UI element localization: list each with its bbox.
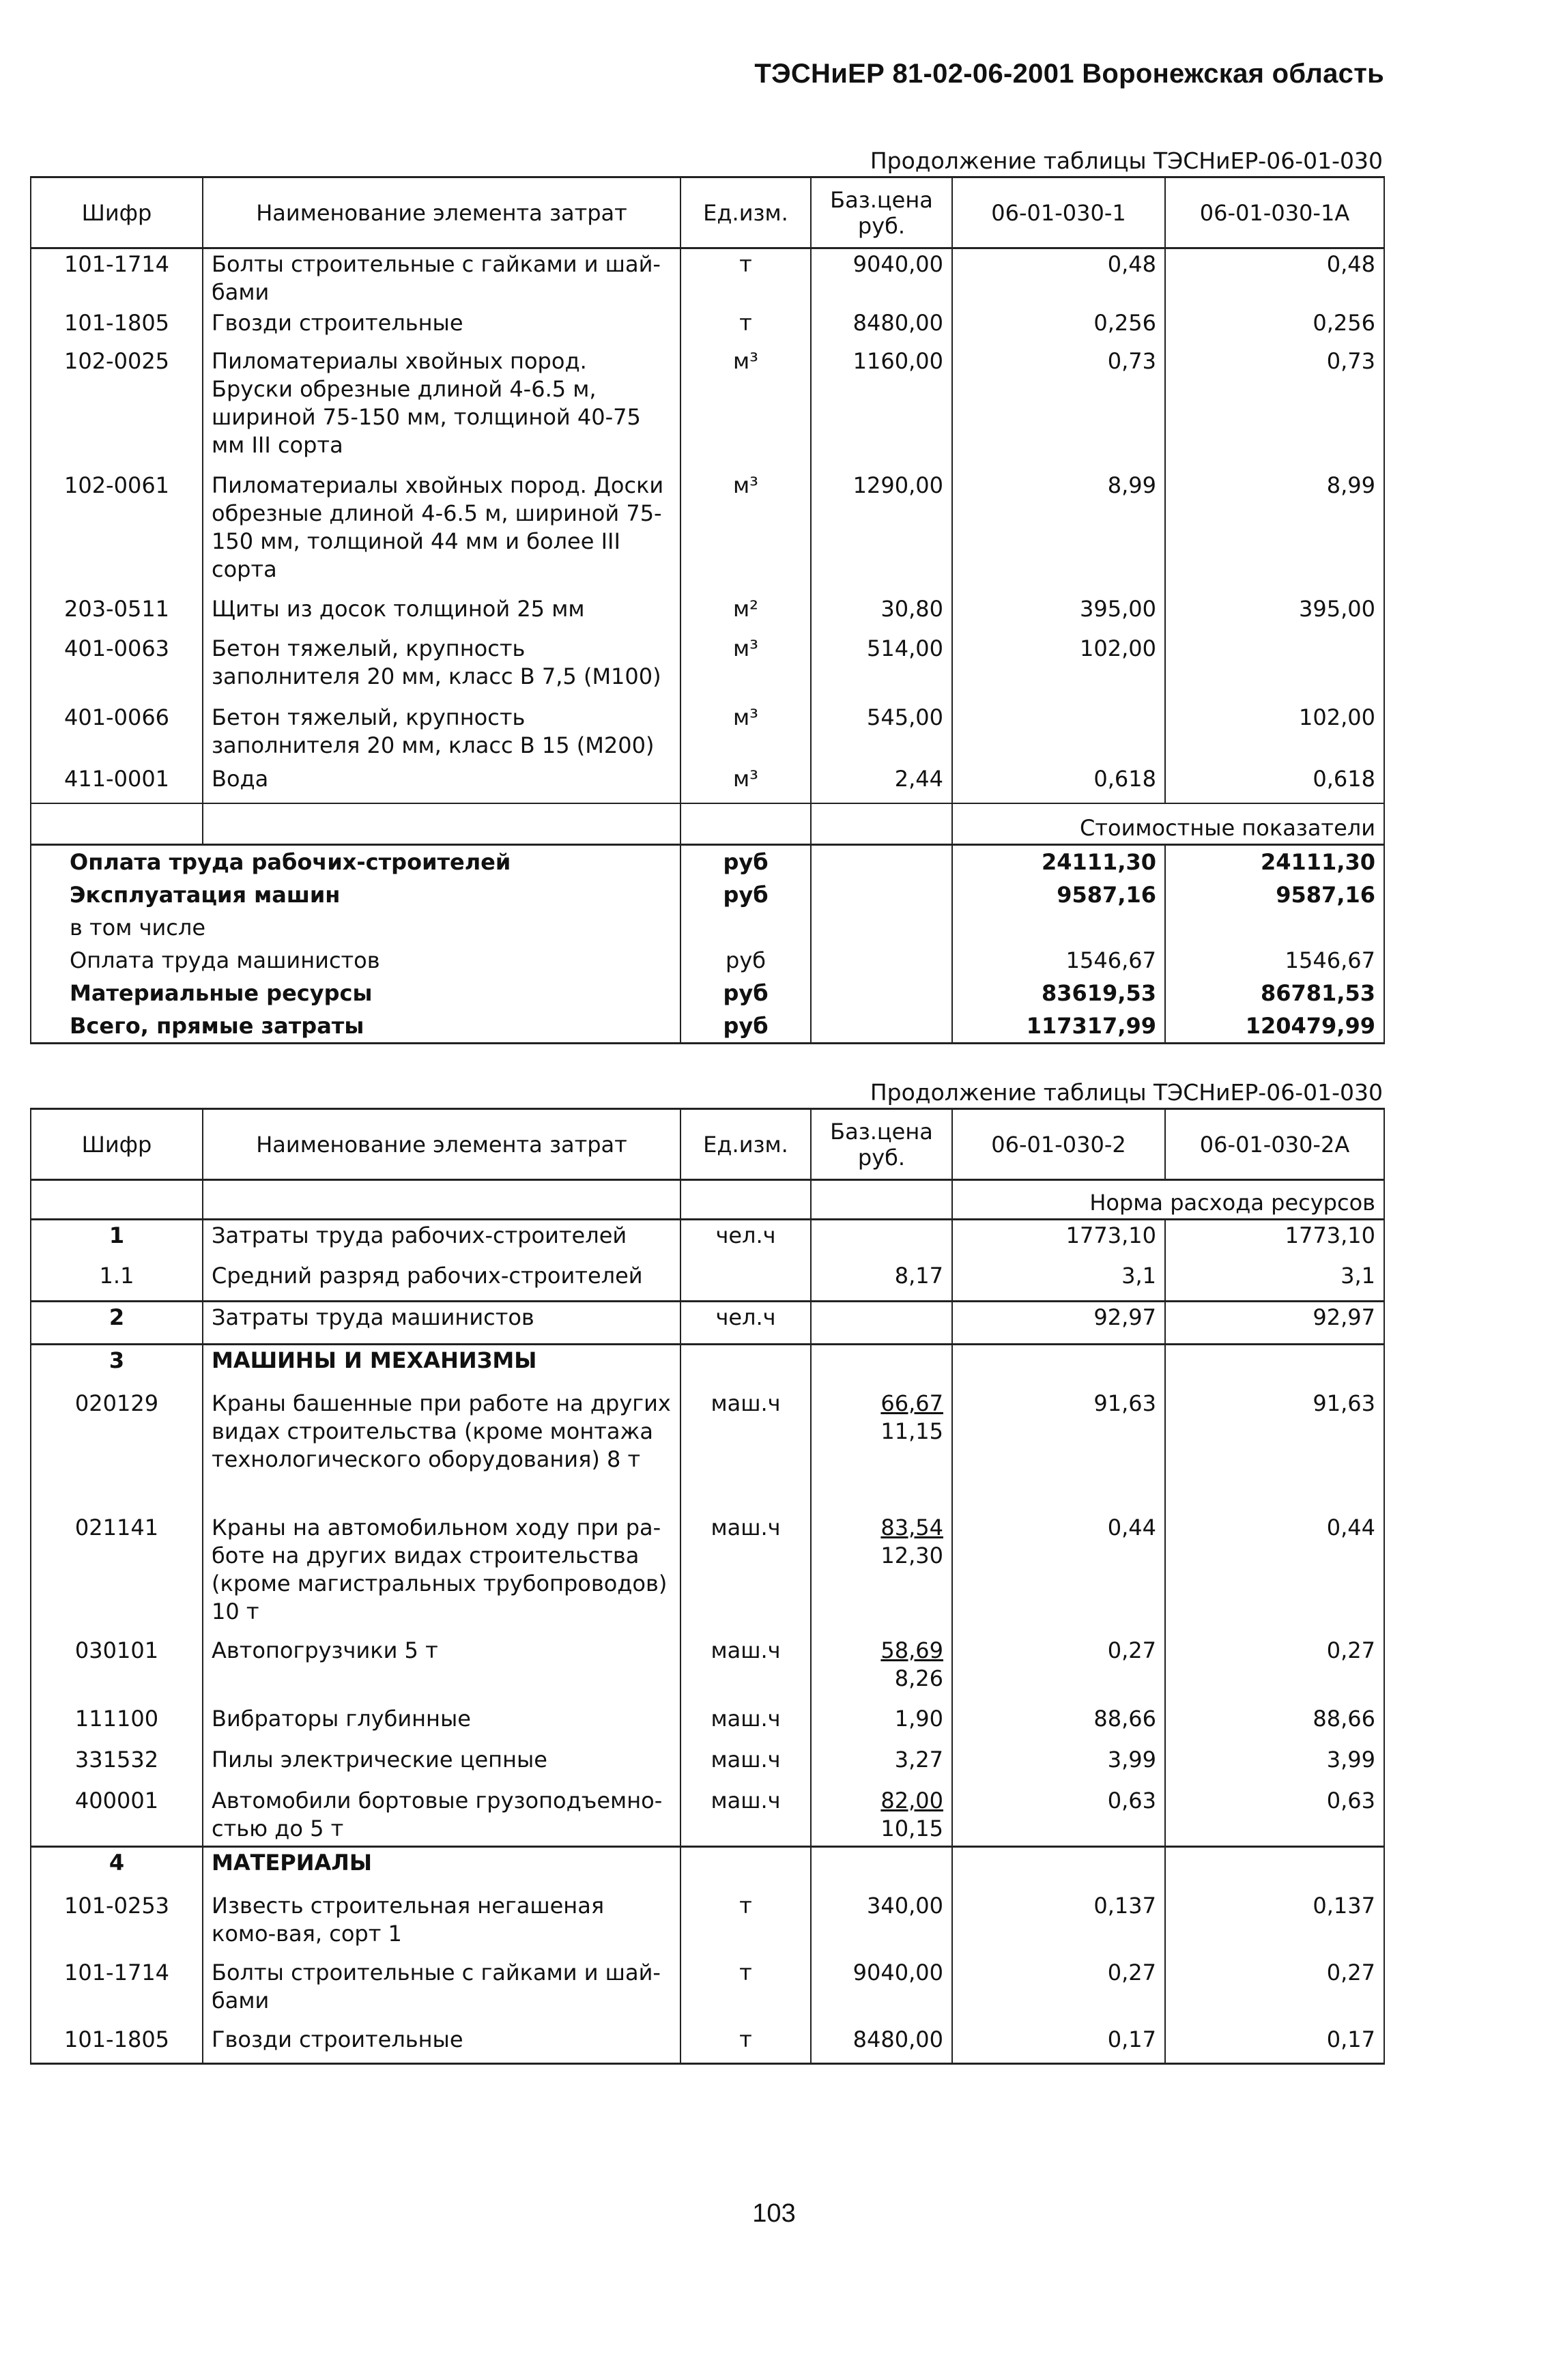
price-total: 58,69 <box>880 1637 943 1663</box>
table-row <box>31 1891 1384 1958</box>
row-unit: маш.ч <box>680 1786 811 1847</box>
row-name: Болты строительные с гайками и шай-бами <box>203 248 680 309</box>
row-value-b: 1773,10 <box>1165 1220 1384 1261</box>
row-code: 3 <box>31 1345 203 1388</box>
cost-name: Оплата труда машинистов <box>31 944 680 977</box>
row-value-b: 3,99 <box>1165 1745 1384 1786</box>
cost-value-b: 86781,53 <box>1165 977 1384 1009</box>
cost-name: в том числе <box>31 911 680 944</box>
col-code-header: Шифр <box>31 177 203 248</box>
cost-value-a: 24111,30 <box>952 844 1165 878</box>
row-value-b: 395,00 <box>1165 594 1384 633</box>
cost-price <box>811 944 952 977</box>
row-value-b: 0,27 <box>1165 1958 1384 2024</box>
row-name: Гвозди строительные <box>203 308 680 346</box>
row-unit: маш.ч <box>680 1512 811 1635</box>
row-code: 401-0063 <box>31 633 203 702</box>
row-name: Щиты из досок толщиной 25 мм <box>203 594 680 633</box>
row-name: Бетон тяжелый, крупность заполнителя 20 мм, класс В 7,5 (М100) <box>203 633 680 702</box>
table-row <box>31 764 1384 803</box>
cost-price <box>811 844 952 878</box>
row-name: Пиломатериалы хвойных пород. Доски обрезные длиной 4-6.5 м, шириной 75-150 мм, толщиной 44 мм и более III сорта <box>203 470 680 594</box>
row-unit: м³ <box>680 702 811 764</box>
row-name: Бетон тяжелый, крупность заполнителя 20 мм, класс В 15 (М200) <box>203 702 680 764</box>
cost-unit: руб <box>680 977 811 1009</box>
cost-row <box>31 1009 1384 1044</box>
cost-row <box>31 977 1384 1009</box>
cost-name: Всего, прямые затраты <box>31 1009 680 1044</box>
table-row <box>31 470 1384 594</box>
row-price: 30,80 <box>811 594 952 633</box>
table1-continuation: Продолжение таблицы ТЭСНиЕР-06-01-030 <box>870 147 1383 174</box>
row-price <box>811 1302 952 1345</box>
table-row <box>31 702 1384 764</box>
row-value-a: 91,63 <box>952 1388 1165 1512</box>
cost-name: Эксплуатация машин <box>31 878 680 911</box>
row-price: 1160,00 <box>811 346 952 470</box>
table-row <box>31 1512 1384 1635</box>
row-price: 9040,00 <box>811 1958 952 2024</box>
cost-value-a: 1546,67 <box>952 944 1165 977</box>
row-name: Затраты труда рабочих-строителей <box>203 1220 680 1261</box>
row-value-a: 8,99 <box>952 470 1165 594</box>
cost-value-a: 9587,16 <box>952 878 1165 911</box>
table-row <box>31 594 1384 633</box>
row-unit: маш.ч <box>680 1388 811 1512</box>
row-value-b: 8,99 <box>1165 470 1384 594</box>
cost-heading: Стоимостные показатели <box>952 803 1384 844</box>
row-code: 020129 <box>31 1388 203 1512</box>
table-row <box>31 1220 1384 1261</box>
row-name: Гвозди строительные <box>203 2024 680 2064</box>
cost-row <box>31 844 1384 878</box>
row-value-b: 0,256 <box>1165 308 1384 346</box>
row-value-a: 0,17 <box>952 2024 1165 2064</box>
row-price <box>811 1388 952 1512</box>
norm-heading-row <box>31 1180 1384 1220</box>
cost-price <box>811 977 952 1009</box>
row-price <box>811 1847 952 1891</box>
row-name: Автомобили бортовые грузоподъемно-стью до 5 т <box>203 1786 680 1847</box>
cost-unit: руб <box>680 1009 811 1044</box>
cost-name: Материальные ресурсы <box>31 977 680 1009</box>
row-value-b <box>1165 633 1384 702</box>
col-name-header: Наименование элемента затрат <box>203 177 680 248</box>
row-value-a: 0,44 <box>952 1512 1165 1635</box>
row-code: 2 <box>31 1302 203 1345</box>
row-price: 2,44 <box>811 764 952 803</box>
price-wages: 12,30 <box>880 1542 943 1568</box>
cost-unit: руб <box>680 844 811 878</box>
row-unit: т <box>680 1891 811 1958</box>
table-row <box>31 1388 1384 1512</box>
row-code: 1.1 <box>31 1261 203 1302</box>
row-name: Краны башенные при работе на других видах строительства (кроме монтажа технологического оборудования) 8 т <box>203 1388 680 1512</box>
col-unit-header: Ед.изм. <box>680 1109 811 1180</box>
table-row <box>31 1302 1384 1345</box>
col-a-header: 06-01-030-1 <box>952 177 1165 248</box>
table1-body <box>31 248 1384 804</box>
row-unit: чел.ч <box>680 1220 811 1261</box>
row-unit <box>680 1261 811 1302</box>
cost-row <box>31 944 1384 977</box>
table-row <box>31 1958 1384 2024</box>
cost-value-b: 24111,30 <box>1165 844 1384 878</box>
row-unit: т <box>680 308 811 346</box>
table-row <box>31 1635 1384 1704</box>
cost-value-b: 1546,67 <box>1165 944 1384 977</box>
cost-name: Оплата труда рабочих-строителей <box>31 844 680 878</box>
row-value-b: 0,73 <box>1165 346 1384 470</box>
row-value-b: 3,1 <box>1165 1261 1384 1302</box>
row-value-b: 0,48 <box>1165 248 1384 309</box>
row-value-b: 91,63 <box>1165 1388 1384 1512</box>
price-total: 83,54 <box>880 1514 943 1540</box>
price-total: 66,67 <box>880 1390 943 1416</box>
cost-price <box>811 1009 952 1044</box>
table-row <box>31 248 1384 309</box>
row-unit <box>680 1847 811 1891</box>
row-value-a: 395,00 <box>952 594 1165 633</box>
page-number: 103 <box>752 2199 796 2228</box>
table-row <box>31 346 1384 470</box>
row-name: Средний разряд рабочих-строителей <box>203 1261 680 1302</box>
row-value-a: 88,66 <box>952 1704 1165 1745</box>
row-code: 101-1714 <box>31 248 203 309</box>
row-value-b: 0,137 <box>1165 1891 1384 1958</box>
row-value-b: 102,00 <box>1165 702 1384 764</box>
row-code: 1 <box>31 1220 203 1261</box>
table1 <box>30 176 1385 1044</box>
row-value-b: 0,17 <box>1165 2024 1384 2064</box>
table-row <box>31 1745 1384 1786</box>
cost-value-a <box>952 911 1165 944</box>
row-name: МАШИНЫ И МЕХАНИЗМЫ <box>203 1345 680 1388</box>
cost-value-b: 9587,16 <box>1165 878 1384 911</box>
row-unit: м³ <box>680 470 811 594</box>
row-unit: м² <box>680 594 811 633</box>
row-value-a: 0,73 <box>952 346 1165 470</box>
row-name: Болты строительные с гайками и шай-бами <box>203 1958 680 2024</box>
row-code: 102-0061 <box>31 470 203 594</box>
cost-unit: руб <box>680 878 811 911</box>
table2-header-row <box>31 1109 1384 1180</box>
table-row <box>31 1786 1384 1847</box>
row-code: 101-1805 <box>31 2024 203 2064</box>
row-price: 9040,00 <box>811 248 952 309</box>
row-price <box>811 1635 952 1704</box>
norm-heading: Норма расхода ресурсов <box>952 1180 1384 1220</box>
page-header: ТЭСНиЕР 81-02-06-2001 Воронежская область <box>754 59 1384 89</box>
row-value-b <box>1165 1345 1384 1388</box>
cost-value-a: 83619,53 <box>952 977 1165 1009</box>
table1-header-row <box>31 177 1384 248</box>
row-code: 400001 <box>31 1786 203 1847</box>
row-code: 411-0001 <box>31 764 203 803</box>
row-value-b: 0,44 <box>1165 1512 1384 1635</box>
cost-unit: руб <box>680 944 811 977</box>
row-value-b: 0,63 <box>1165 1786 1384 1847</box>
row-name: Автопогрузчики 5 т <box>203 1635 680 1704</box>
col-name-header: Наименование элемента затрат <box>203 1109 680 1180</box>
col-unit-header: Ед.изм. <box>680 177 811 248</box>
table-row <box>31 1261 1384 1302</box>
row-name: Краны на автомобильном ходу при ра-боте на других видах строительства (кроме магистральных трубопроводов) 10 т <box>203 1512 680 1635</box>
price-wages: 10,15 <box>880 1815 943 1841</box>
table-row <box>31 1704 1384 1745</box>
table2 <box>30 1108 1385 2065</box>
row-price: 340,00 <box>811 1891 952 1958</box>
row-value-b: 0,618 <box>1165 764 1384 803</box>
row-price: 514,00 <box>811 633 952 702</box>
row-name: Пилы электрические цепные <box>203 1745 680 1786</box>
cost-value-b: 120479,99 <box>1165 1009 1384 1044</box>
row-code: 401-0066 <box>31 702 203 764</box>
row-unit: т <box>680 2024 811 2064</box>
row-price: 545,00 <box>811 702 952 764</box>
col-code-header: Шифр <box>31 1109 203 1180</box>
row-value-a: 0,618 <box>952 764 1165 803</box>
row-value-a <box>952 702 1165 764</box>
row-value-a: 0,137 <box>952 1891 1165 1958</box>
row-unit <box>680 1345 811 1388</box>
cost-value-b <box>1165 911 1384 944</box>
row-price <box>811 1512 952 1635</box>
col-a-header: 06-01-030-2 <box>952 1109 1165 1180</box>
row-value-a: 0,256 <box>952 308 1165 346</box>
row-value-b: 0,27 <box>1165 1635 1384 1704</box>
row-price: 1290,00 <box>811 470 952 594</box>
row-value-a: 3,99 <box>952 1745 1165 1786</box>
row-code: 4 <box>31 1847 203 1891</box>
row-unit: т <box>680 248 811 309</box>
price-wages: 11,15 <box>880 1418 943 1444</box>
row-unit: м³ <box>680 346 811 470</box>
cost-row <box>31 911 1384 944</box>
row-value-b <box>1165 1847 1384 1891</box>
row-value-a <box>952 1847 1165 1891</box>
row-price: 1,90 <box>811 1704 952 1745</box>
row-name: Вибраторы глубинные <box>203 1704 680 1745</box>
row-unit: маш.ч <box>680 1704 811 1745</box>
cost-row <box>31 878 1384 911</box>
row-price: 8480,00 <box>811 308 952 346</box>
table2-body <box>31 1220 1384 2064</box>
row-code: 030101 <box>31 1635 203 1704</box>
row-value-a <box>952 1345 1165 1388</box>
row-value-a: 1773,10 <box>952 1220 1165 1261</box>
cost-price <box>811 878 952 911</box>
table2-continuation: Продолжение таблицы ТЭСНиЕР-06-01-030 <box>870 1079 1383 1106</box>
cost-heading-row <box>31 803 1384 844</box>
row-code: 111100 <box>31 1704 203 1745</box>
row-price <box>811 1345 952 1388</box>
table-row <box>31 2024 1384 2064</box>
price-total: 82,00 <box>880 1787 943 1813</box>
cost-value-a: 117317,99 <box>952 1009 1165 1044</box>
row-price: 8,17 <box>811 1261 952 1302</box>
col-price-header: Баз.цена руб. <box>811 1109 952 1180</box>
row-code: 101-1805 <box>31 308 203 346</box>
row-name: Вода <box>203 764 680 803</box>
row-value-a: 0,48 <box>952 248 1165 309</box>
row-unit: м³ <box>680 633 811 702</box>
row-code: 102-0025 <box>31 346 203 470</box>
row-name: Затраты труда машинистов <box>203 1302 680 1345</box>
row-unit: маш.ч <box>680 1745 811 1786</box>
row-name: МАТЕРИАЛЫ <box>203 1847 680 1891</box>
row-unit: маш.ч <box>680 1635 811 1704</box>
col-price-header: Баз.цена руб. <box>811 177 952 248</box>
row-name: Известь строительная негашеная комо-вая, сорт 1 <box>203 1891 680 1958</box>
cost-unit <box>680 911 811 944</box>
row-code: 331532 <box>31 1745 203 1786</box>
table-row <box>31 633 1384 702</box>
row-code: 203-0511 <box>31 594 203 633</box>
row-value-b: 92,97 <box>1165 1302 1384 1345</box>
row-value-a: 0,27 <box>952 1635 1165 1704</box>
table-row <box>31 1847 1384 1891</box>
row-value-a: 0,27 <box>952 1958 1165 2024</box>
row-price <box>811 1220 952 1261</box>
row-name: Пиломатериалы хвойных пород. Бруски обрезные длиной 4-6.5 м, шириной 75-150 мм, толщиной 40-75 мм III сорта <box>203 346 680 470</box>
row-value-a: 3,1 <box>952 1261 1165 1302</box>
row-code: 101-0253 <box>31 1891 203 1958</box>
cost-indicators <box>31 844 1384 1043</box>
row-value-a: 0,63 <box>952 1786 1165 1847</box>
row-unit: чел.ч <box>680 1302 811 1345</box>
table-row <box>31 308 1384 346</box>
row-value-a: 92,97 <box>952 1302 1165 1345</box>
row-price: 8480,00 <box>811 2024 952 2064</box>
row-value-b: 88,66 <box>1165 1704 1384 1745</box>
cost-price <box>811 911 952 944</box>
col-b-header: 06-01-030-2А <box>1165 1109 1384 1180</box>
row-price <box>811 1786 952 1847</box>
row-code: 101-1714 <box>31 1958 203 2024</box>
row-code: 021141 <box>31 1512 203 1635</box>
price-wages: 8,26 <box>894 1665 943 1691</box>
row-value-a: 102,00 <box>952 633 1165 702</box>
table-row <box>31 1345 1384 1388</box>
row-unit: т <box>680 1958 811 2024</box>
row-unit: м³ <box>680 764 811 803</box>
col-b-header: 06-01-030-1А <box>1165 177 1384 248</box>
row-price: 3,27 <box>811 1745 952 1786</box>
